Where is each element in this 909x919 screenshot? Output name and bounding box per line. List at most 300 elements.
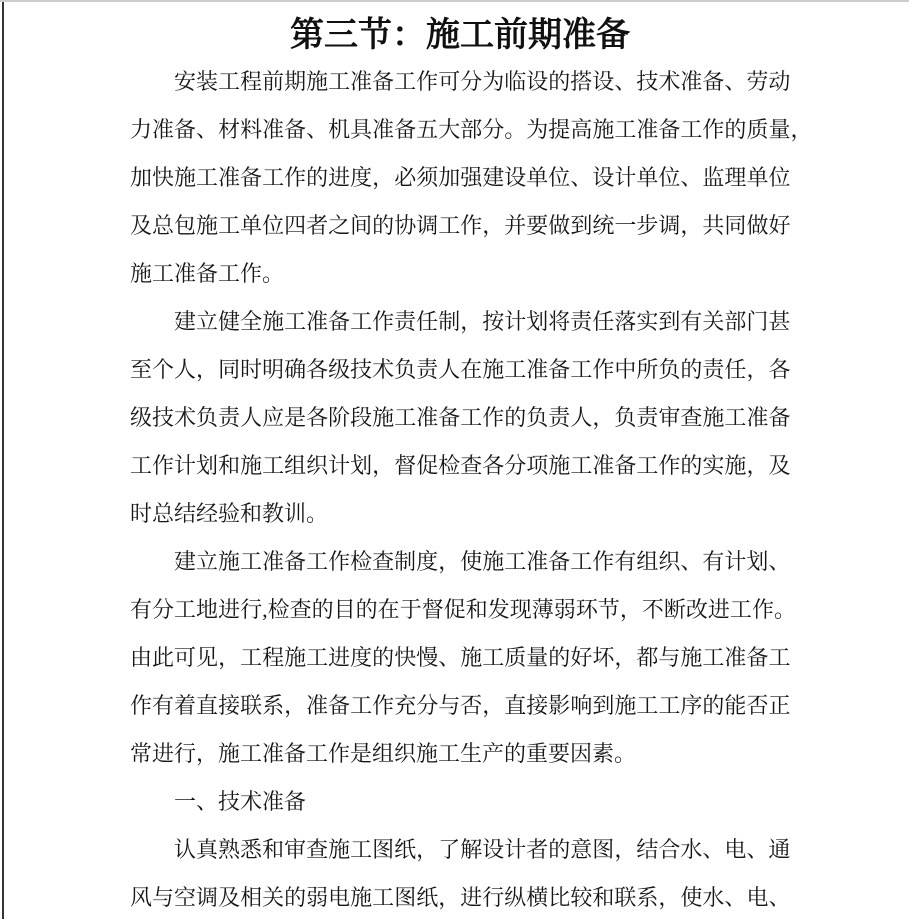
char: 工: [729, 597, 752, 622]
char: 准: [218, 165, 241, 190]
char: 工: [394, 405, 417, 430]
char: 位: [658, 165, 681, 190]
char: 门: [746, 309, 769, 334]
char: 责: [702, 357, 725, 382]
char: 行: [482, 885, 505, 910]
char: 划: [526, 309, 549, 334]
char: 各: [768, 357, 791, 382]
char: 监: [702, 165, 725, 190]
char: 人: [438, 357, 461, 382]
char: 工: [680, 117, 703, 142]
char: 备: [614, 453, 637, 478]
char: ，: [284, 693, 307, 718]
char: 负: [614, 405, 637, 430]
char: 工: [438, 213, 461, 238]
char: 制: [438, 309, 461, 334]
char: 的: [724, 117, 747, 142]
char: 见: [196, 645, 219, 670]
char: 水: [680, 837, 703, 862]
char: 责: [218, 405, 241, 430]
char: 改: [685, 597, 708, 622]
char: 作: [372, 693, 395, 718]
char: 的: [372, 213, 395, 238]
char: ，: [372, 453, 395, 478]
char: 准: [306, 309, 329, 334]
char: 部: [724, 309, 747, 334]
char: 的: [702, 693, 725, 718]
char: 划: [350, 453, 373, 478]
char: 单: [746, 165, 769, 190]
char: 工: [570, 549, 593, 574]
char: 分: [416, 693, 439, 718]
paragraph: [130, 58, 813, 298]
char: 可: [174, 645, 197, 670]
char: 准: [526, 357, 549, 382]
char: 工: [328, 69, 351, 94]
char: 有: [152, 693, 175, 718]
char: 作: [702, 117, 725, 142]
char: 装: [196, 69, 219, 94]
char: ，: [482, 213, 505, 238]
text-line: [130, 682, 790, 730]
char: ，: [460, 309, 483, 334]
char: 段: [350, 405, 373, 430]
char: 落: [614, 309, 637, 334]
char: 施: [240, 453, 263, 478]
char: 进: [460, 885, 483, 910]
char: 力: [130, 117, 153, 142]
char: 工: [240, 549, 263, 574]
char: 系: [636, 885, 659, 910]
char: 备: [174, 117, 197, 142]
char: 弱: [553, 597, 576, 622]
char: 组: [636, 549, 659, 574]
char: 实: [702, 453, 725, 478]
char: 准: [262, 549, 285, 574]
char: 的: [372, 645, 395, 670]
char: 料: [240, 117, 263, 142]
char: 工: [350, 693, 373, 718]
char: 接: [526, 693, 549, 718]
text-line: [130, 826, 790, 874]
char: 高: [570, 117, 593, 142]
char: 断: [663, 597, 686, 622]
char: 期: [284, 69, 307, 94]
char: 充: [394, 693, 417, 718]
char: 阶: [328, 405, 351, 430]
char: 接: [218, 693, 241, 718]
char: 步: [636, 213, 659, 238]
char: 施: [724, 453, 747, 478]
char: 施: [548, 453, 571, 478]
char: 计: [504, 837, 527, 862]
char: 按: [482, 309, 505, 334]
char: 熟: [218, 837, 241, 862]
char: 协: [394, 213, 417, 238]
char: 纸: [394, 837, 417, 862]
char: 、: [746, 837, 769, 862]
char: 前: [262, 69, 285, 94]
char: 工: [174, 597, 197, 622]
char: 发: [487, 597, 510, 622]
text-line: [130, 298, 790, 346]
char: 备: [702, 69, 725, 94]
char: 量: [768, 117, 791, 142]
char: 制: [394, 549, 417, 574]
char: ，: [790, 117, 813, 142]
char: 的: [680, 357, 703, 382]
char: 目: [333, 597, 356, 622]
char: 备: [328, 309, 351, 334]
paragraph: [130, 538, 796, 778]
char: 量: [526, 645, 549, 670]
char: 划: [196, 453, 219, 478]
char: 并: [504, 213, 527, 238]
char: 位: [768, 165, 791, 190]
char: 与: [658, 645, 681, 670]
char: 的: [548, 837, 571, 862]
char: 现: [509, 597, 532, 622]
char: 计: [724, 549, 747, 574]
char: ，: [482, 693, 505, 718]
char: 之: [328, 213, 351, 238]
char: 电: [328, 885, 351, 910]
char: 位: [548, 165, 571, 190]
char: 施: [592, 117, 615, 142]
text-line: [130, 58, 790, 106]
char: 备: [658, 117, 681, 142]
char: 备: [328, 693, 351, 718]
char: 单: [240, 213, 263, 238]
char: 划: [746, 549, 769, 574]
char: 间: [350, 213, 373, 238]
char: 责: [394, 309, 417, 334]
char: 术: [372, 357, 395, 382]
char: 查: [372, 549, 395, 574]
char: 为: [526, 117, 549, 142]
char: 四: [284, 213, 307, 238]
char: 、: [196, 117, 219, 142]
char: 进: [328, 645, 351, 670]
char: 检: [438, 453, 461, 478]
char: 调: [416, 213, 439, 238]
char: 环: [575, 597, 598, 622]
char: 序: [680, 693, 703, 718]
char: 任: [416, 309, 439, 334]
char: 施: [372, 405, 395, 430]
char: 责: [636, 405, 659, 430]
char: 施: [680, 645, 703, 670]
char: 坏: [592, 645, 615, 670]
char: 响: [570, 693, 593, 718]
char: 调: [658, 213, 681, 238]
char: 将: [548, 309, 571, 334]
char: 、: [570, 165, 593, 190]
char: 准: [152, 117, 175, 142]
char: 工: [218, 69, 241, 94]
char: 于: [399, 597, 422, 622]
char: 人: [240, 405, 263, 430]
char: 与: [152, 885, 175, 910]
char: 施: [702, 405, 725, 430]
char: 查: [460, 453, 483, 478]
char: 作: [130, 693, 153, 718]
char: 工: [482, 645, 505, 670]
char: 临: [504, 69, 527, 94]
char: 准: [372, 117, 395, 142]
char: 部: [460, 117, 483, 142]
char: 的: [306, 165, 329, 190]
char: 的: [284, 885, 307, 910]
char: 各: [482, 453, 505, 478]
char: 的: [504, 405, 527, 430]
char: 任: [592, 309, 615, 334]
char: ，: [658, 885, 681, 910]
char: 个: [152, 357, 175, 382]
char: 进: [707, 597, 730, 622]
char: 快: [152, 165, 175, 190]
char: 分: [460, 69, 483, 94]
char: 加: [438, 165, 461, 190]
char: 同: [724, 213, 747, 238]
char: 认: [174, 837, 197, 862]
char: 地: [196, 597, 219, 622]
char: 备: [746, 645, 769, 670]
char: 劳: [746, 69, 769, 94]
char: 施: [614, 693, 637, 718]
char: 安: [174, 69, 197, 94]
char: 具: [350, 117, 373, 142]
char: 节: [597, 597, 620, 622]
text-line: [130, 106, 813, 154]
char: 备: [372, 69, 395, 94]
char: 提: [548, 117, 571, 142]
char: 须: [416, 165, 439, 190]
char: 意: [570, 837, 593, 862]
char: 有: [680, 309, 703, 334]
char: 工: [394, 69, 417, 94]
char: 能: [724, 693, 747, 718]
char: 促: [416, 453, 439, 478]
char: 位: [262, 213, 285, 238]
char: 工: [504, 357, 527, 382]
char: 工: [658, 693, 681, 718]
char: 工: [570, 453, 593, 478]
char: 工: [262, 165, 285, 190]
char: 促: [443, 597, 466, 622]
char: 大: [438, 117, 461, 142]
char: ，: [416, 837, 439, 862]
char: 计: [614, 165, 637, 190]
char: ，: [218, 645, 241, 670]
char: 准: [416, 405, 439, 430]
char: 作: [658, 453, 681, 478]
char: 备: [284, 549, 307, 574]
char: 五: [416, 117, 439, 142]
char: 、: [614, 69, 637, 94]
char: 由: [130, 645, 153, 670]
char: 工: [636, 453, 659, 478]
char: 备: [394, 117, 417, 142]
char: 及: [130, 213, 153, 238]
char: 工: [504, 549, 527, 574]
char: 正: [768, 693, 791, 718]
char: 设: [592, 165, 615, 190]
char: 准: [350, 69, 373, 94]
text-line: 一、技术准备: [174, 789, 307, 814]
text-line: [130, 394, 790, 442]
char: 较: [570, 885, 593, 910]
char: 设: [592, 69, 615, 94]
char: 风: [130, 885, 153, 910]
char: 总: [152, 213, 175, 238]
char: 中: [614, 357, 637, 382]
char: 级: [130, 405, 153, 430]
char: 与: [438, 693, 461, 718]
char: ，: [372, 165, 395, 190]
char: 健: [218, 309, 241, 334]
char: 督: [394, 453, 417, 478]
char: 工: [372, 885, 395, 910]
char: 、: [680, 549, 703, 574]
char: 施: [262, 309, 285, 334]
char: 施: [196, 213, 219, 238]
char: 督: [421, 597, 444, 622]
char: 一: [614, 213, 637, 238]
char: 的: [311, 597, 334, 622]
char: 比: [548, 885, 571, 910]
char: 有: [702, 549, 725, 574]
char: 作: [482, 405, 505, 430]
char: 工: [350, 837, 373, 862]
char: 应: [262, 405, 285, 430]
char: 搭: [570, 69, 593, 94]
char: 合: [658, 837, 681, 862]
char: 施: [174, 165, 197, 190]
char: 项: [526, 453, 549, 478]
char: 工: [702, 645, 725, 670]
char: 施: [482, 549, 505, 574]
char: 各: [306, 405, 329, 430]
paragraph: [130, 778, 790, 826]
char: 有: [130, 597, 153, 622]
char: 设: [504, 165, 527, 190]
char: ，: [619, 597, 642, 622]
char: 织: [658, 549, 681, 574]
char: ，: [614, 645, 637, 670]
text-line: [130, 202, 790, 250]
char: 电: [724, 837, 747, 862]
char: 所: [636, 357, 659, 382]
char: 、: [680, 165, 703, 190]
char: 是: [284, 405, 307, 430]
char: 工: [460, 405, 483, 430]
char: 施: [482, 357, 505, 382]
left-edge-line: [2, 2, 4, 919]
char: 检: [267, 597, 290, 622]
char: 包: [174, 213, 197, 238]
char: 设: [482, 837, 505, 862]
char: 设: [526, 69, 549, 94]
char: 分: [482, 117, 505, 142]
char: 、: [724, 69, 747, 94]
char: 准: [592, 453, 615, 478]
char: 和: [465, 597, 488, 622]
char: 在: [377, 597, 400, 622]
char: 做: [548, 213, 571, 238]
char: 负: [526, 405, 549, 430]
char: 计: [328, 453, 351, 478]
char: 度: [350, 645, 373, 670]
char: ，: [438, 549, 461, 574]
char: 备: [284, 117, 307, 142]
char: 否: [746, 693, 769, 718]
char: 作: [460, 213, 483, 238]
char: 弱: [306, 885, 329, 910]
char: 计: [504, 309, 527, 334]
char: 了: [438, 837, 461, 862]
char: 甚: [768, 309, 791, 334]
char: 责: [570, 309, 593, 334]
char: 技: [152, 405, 175, 430]
char: 、: [438, 645, 461, 670]
char: 工: [570, 357, 593, 382]
char: 工: [614, 117, 637, 142]
char: 准: [526, 549, 549, 574]
char: 实: [636, 309, 659, 334]
char: 工: [262, 453, 285, 478]
char: 在: [460, 357, 483, 382]
char: 明: [262, 357, 285, 382]
char: 准: [746, 405, 769, 430]
char: ，: [746, 357, 769, 382]
char: 解: [460, 837, 483, 862]
char: 纵: [504, 885, 527, 910]
char: 立: [196, 309, 219, 334]
char: 技: [350, 357, 373, 382]
char: 。: [773, 597, 796, 622]
char: 、: [724, 885, 747, 910]
char: 和: [262, 837, 285, 862]
char: 通: [768, 837, 791, 862]
char: 动: [768, 69, 791, 94]
char: 计: [174, 453, 197, 478]
char: 程: [262, 645, 285, 670]
text-line: [130, 442, 790, 490]
char: 共: [702, 213, 725, 238]
char: 全: [240, 309, 263, 334]
char: 影: [548, 693, 571, 718]
paragraph: [130, 826, 790, 919]
char: ，: [614, 837, 637, 862]
char: 到: [570, 213, 593, 238]
char: 准: [724, 645, 747, 670]
char: 到: [658, 309, 681, 334]
char: 质: [504, 645, 527, 670]
char: ，: [196, 357, 219, 382]
char: 。: [504, 117, 527, 142]
char: 查: [680, 405, 703, 430]
char: 任: [724, 357, 747, 382]
char: 进: [218, 597, 241, 622]
char: 工: [768, 645, 791, 670]
text-line: [130, 874, 790, 919]
char: 使: [460, 549, 483, 574]
char: 系: [262, 693, 285, 718]
char: 单: [526, 165, 549, 190]
char: 检: [350, 549, 373, 574]
char: 、: [306, 117, 329, 142]
